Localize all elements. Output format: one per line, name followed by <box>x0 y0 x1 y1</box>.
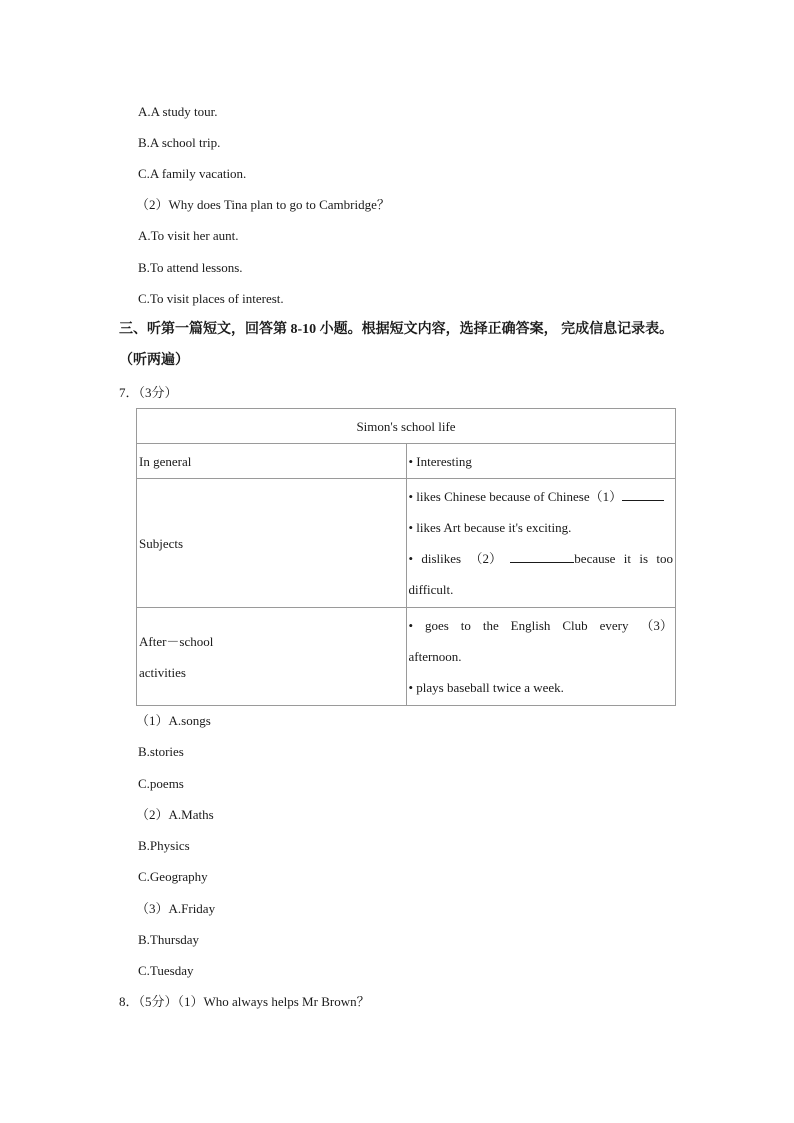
option-q7-2-c: C.Geography <box>138 869 208 884</box>
info-table <box>136 408 676 706</box>
word: every <box>599 618 629 633</box>
word: Club <box>562 618 588 633</box>
option-q6-1-c: C.A family vacation. <box>138 166 247 181</box>
table-cell-after-school <box>406 608 676 706</box>
section-heading-note: （听两遍） <box>119 353 189 368</box>
question-number-7: 7．（3分） <box>119 385 178 400</box>
after-school-label-line-2: activities <box>139 664 186 680</box>
answer-blank-1 <box>622 488 664 501</box>
answer-blank-2 <box>510 550 574 563</box>
word: is <box>639 551 648 566</box>
after-line-1 <box>409 610 674 641</box>
word: dislikes <box>421 551 462 566</box>
subjects-line-3 <box>409 543 674 574</box>
question-q7-1: （1）A.songs <box>136 713 211 728</box>
option-q6-2-a: A.To visit her aunt. <box>138 228 239 243</box>
word: • <box>408 618 414 633</box>
word: • <box>408 551 414 566</box>
section-heading: 三、听第一篇短文，回答第 8-10 小题。根据短文内容，选择正确答案， 完成信息记录表。 <box>119 322 674 337</box>
question-q7-3: （3）A.Friday <box>136 901 216 916</box>
question-q7-2: （2）A.Maths <box>136 807 214 822</box>
subjects-line-1 <box>409 481 674 512</box>
option-q7-3-b: B.Thursday <box>138 932 200 947</box>
table-cell-subjects <box>406 479 676 608</box>
word: to <box>460 618 471 633</box>
word: too <box>656 551 673 566</box>
answer-blank-2-group <box>510 543 615 574</box>
option-q6-2-c: C.To visit places of interest. <box>138 291 284 306</box>
after-school-label-line-1: After－school <box>139 633 214 649</box>
subjects-line-1-text: • likes Chinese because of Chinese（1） <box>408 489 623 504</box>
word: the <box>482 618 499 633</box>
word: （2） <box>469 551 502 566</box>
word: because <box>574 551 616 566</box>
after-line-3: • plays baseball twice a week. <box>408 680 564 695</box>
table-cell-general: • Interesting <box>406 444 676 479</box>
word: （3） <box>640 618 673 633</box>
word: English <box>510 618 551 633</box>
option-q7-2-b: B.Physics <box>138 838 190 853</box>
table-title: Simon's school life <box>137 409 676 444</box>
table-row-label-after-school <box>137 608 407 706</box>
option-q7-1-b: B.stories <box>138 744 184 759</box>
word: it <box>623 551 631 566</box>
subjects-line-2: • likes Art because it's exciting. <box>408 520 572 535</box>
option-q7-3-c: C.Tuesday <box>138 963 194 978</box>
question-number-8: 8．（5分）（1）Who always helps Mr Brown？ <box>119 994 370 1009</box>
option-q7-1-c: C.poems <box>138 776 184 791</box>
table-row-label-general: In general <box>137 444 407 479</box>
question-q6-2: （2）Why does Tina plan to go to Cambridge？ <box>136 197 390 212</box>
word: goes <box>425 618 449 633</box>
after-line-2: afternoon. <box>408 649 462 664</box>
option-q6-1-a: A.A study tour. <box>138 104 218 119</box>
table-row-label-subjects: Subjects <box>137 479 407 608</box>
subjects-line-4: difficult. <box>408 582 454 597</box>
option-q6-2-b: B.To attend lessons. <box>138 260 243 275</box>
option-q6-1-b: B.A school trip. <box>138 135 221 150</box>
